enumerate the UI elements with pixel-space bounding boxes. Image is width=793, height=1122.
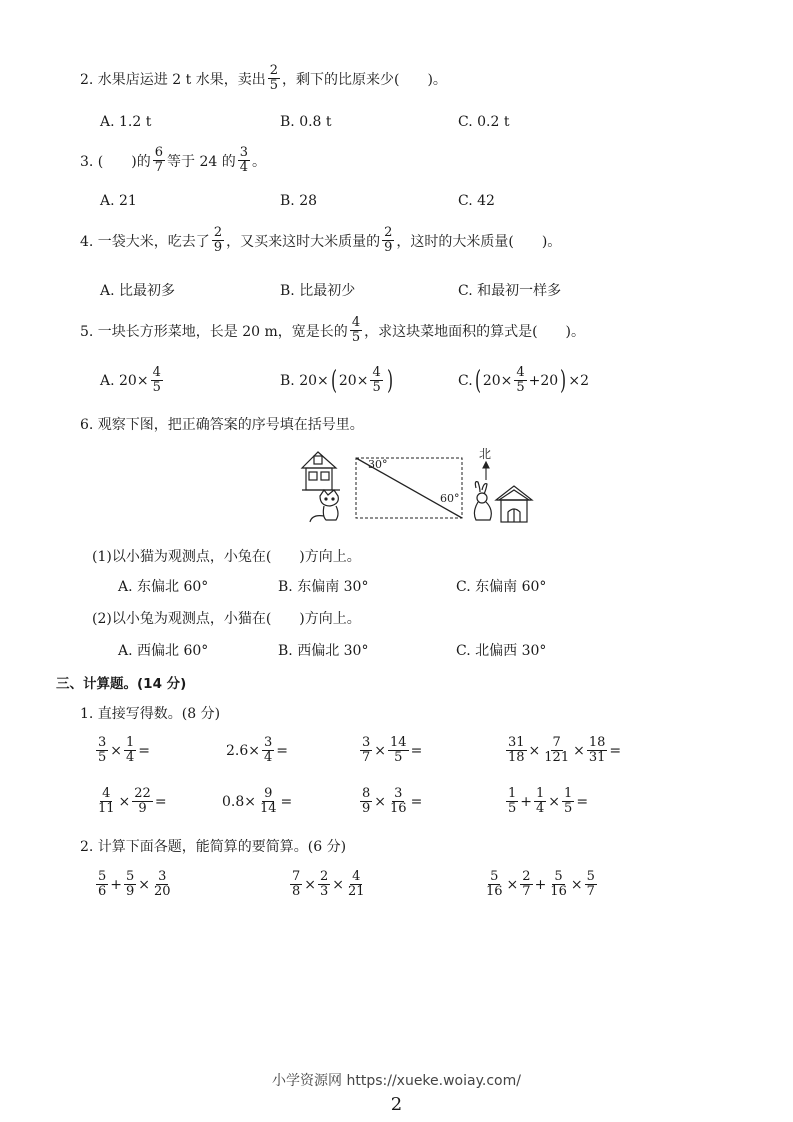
q6-sub2: (2)以小兔为观测点，小猫在( )方向上。 [92, 611, 361, 627]
q5-option-b[interactable]: B. 20× ( 20× $\frac{4}{5}$ ) [280, 365, 393, 396]
calc1-expression-3: $\frac{3}{7}$ × $\frac{14}{5}$ = [362, 735, 423, 765]
q4-fraction-1: $\frac{2}{9}$ [213, 225, 223, 255]
q2-option-a[interactable]: A. 1.2 t [100, 114, 152, 130]
q4-stem-b: ，又买来这时大米质量的 [226, 233, 381, 250]
q3-stem-a: 3. ( )的 [80, 153, 151, 170]
angle-60-label: 60° [440, 492, 460, 505]
north-label: 北 [479, 447, 492, 461]
q5-option-a[interactable]: A. 20× $\frac{4}{5}$ [100, 365, 161, 395]
direction-diagram [296, 444, 546, 528]
q6-sub2-option-c[interactable]: C. 北偏西 30° [456, 643, 547, 659]
calc2-expression-1: $\frac{5}{6}$ + $\frac{5}{9}$ × $\frac{3}{20}$ [98, 869, 171, 899]
q6-sub1-option-a[interactable]: A. 东偏北 60° [118, 579, 209, 595]
q6-sub2-option-b[interactable]: B. 西偏北 30° [278, 643, 369, 659]
question-6: 6. 观察下图，把正确答案的序号填在括号里。 [80, 417, 364, 433]
calc1-expression-8: $\frac{1}{5}$ + $\frac{1}{4}$ × $\frac{1}{5}$ = [508, 786, 589, 816]
q3-fraction-2: $\frac{3}{4}$ [239, 145, 249, 175]
question-2 [80, 64, 447, 93]
calc-part-1-title: 1. 直接写得数。(8 分) [80, 706, 221, 722]
q2-fraction: $\frac{2}{5}$ [269, 63, 278, 93]
calc-part-2-title: 2. 计算下面各题，能简算的要简算。(6 分) [80, 839, 347, 855]
section-3-title: 三、计算题。(14 分) [56, 676, 187, 692]
q2-option-c[interactable]: C. 0.2 t [458, 114, 510, 130]
q3-option-c[interactable]: C. 42 [458, 193, 495, 209]
q3-option-b[interactable]: B. 28 [280, 193, 318, 209]
question-3 [80, 146, 266, 175]
footer-source: 小学资源网 https://xueke.woiay.com/ [272, 1073, 521, 1089]
rabbit-icon [474, 482, 491, 520]
calc1-expression-5: $\frac{4}{11}$ × $\frac{22}{9}$ = [98, 786, 167, 816]
q4-stem-c: ，这时的大米质量( )。 [396, 233, 562, 250]
q5-fraction: $\frac{4}{5}$ [351, 315, 361, 345]
q4-stem-a: 4. 一袋大米，吃去了 [80, 233, 210, 250]
q4-option-b[interactable]: B. 比最初少 [280, 283, 356, 299]
q2-stem-a: 2. 水果店运进 2 t 水果，卖出 [80, 71, 266, 88]
question-4 [80, 226, 561, 255]
q4-option-a[interactable]: A. 比最初多 [100, 283, 176, 299]
calc1-expression-7: $\frac{8}{9}$ × $\frac{3}{16}$ = [362, 786, 423, 816]
cat-icon [310, 490, 338, 522]
q6-sub1-option-c[interactable]: C. 东偏南 60° [456, 579, 547, 595]
q5-option-c[interactable]: C. ( 20× $\frac{4}{5}$ +20 ) ×2 [458, 365, 589, 396]
calc1-expression-6: 0.8× $\frac{9}{14}$ = [222, 786, 293, 816]
house-icon [302, 452, 340, 490]
doghouse-icon [496, 486, 532, 522]
q3-option-a[interactable]: A. 21 [100, 193, 137, 209]
calc2-expression-3: $\frac{5}{16}$ × $\frac{2}{7}$ + $\frac{5}{16}$ × $\frac{5}{7}$ [486, 869, 595, 899]
q3-fraction-1: $\frac{6}{7}$ [154, 145, 164, 175]
q6-sub1-option-b[interactable]: B. 东偏南 30° [278, 579, 369, 595]
angle-30-label: 30° [368, 458, 388, 471]
q5-stem-b: ，求这块菜地面积的算式是( )。 [364, 323, 586, 340]
calc1-expression-2: 2.6× $\frac{3}{4}$ = [226, 735, 289, 765]
q2-option-b[interactable]: B. 0.8 t [280, 114, 332, 130]
question-5 [80, 316, 585, 345]
q4-option-c[interactable]: C. 和最初一样多 [458, 283, 562, 299]
q4-fraction-2: $\frac{2}{9}$ [384, 225, 393, 255]
q5-stem-a: 5. 一块长方形菜地，长是 20 m，宽是长的 [80, 323, 348, 340]
north-arrow-icon [483, 462, 489, 480]
calc2-expression-2: $\frac{7}{8}$ × $\frac{2}{3}$ × $\frac{4}{21}$ [292, 869, 365, 899]
page-number: 2 [390, 1094, 403, 1115]
q6-sub1: (1)以小猫为观测点，小兔在( )方向上。 [92, 549, 361, 565]
q6-sub2-option-a[interactable]: A. 西偏北 60° [118, 643, 209, 659]
q3-stem-c: 。 [252, 153, 267, 170]
calc1-expression-4: $\frac{31}{18}$ × $\frac{7}{121}$ × $\frac{18}{31}$ = [508, 735, 622, 765]
q3-stem-b: 等于 24 的 [167, 153, 236, 170]
calc1-expression-1: $\frac{3}{5}$ × $\frac{1}{4}$ = [98, 735, 151, 765]
q2-stem-b: ，剩下的比原来少( )。 [281, 71, 447, 88]
